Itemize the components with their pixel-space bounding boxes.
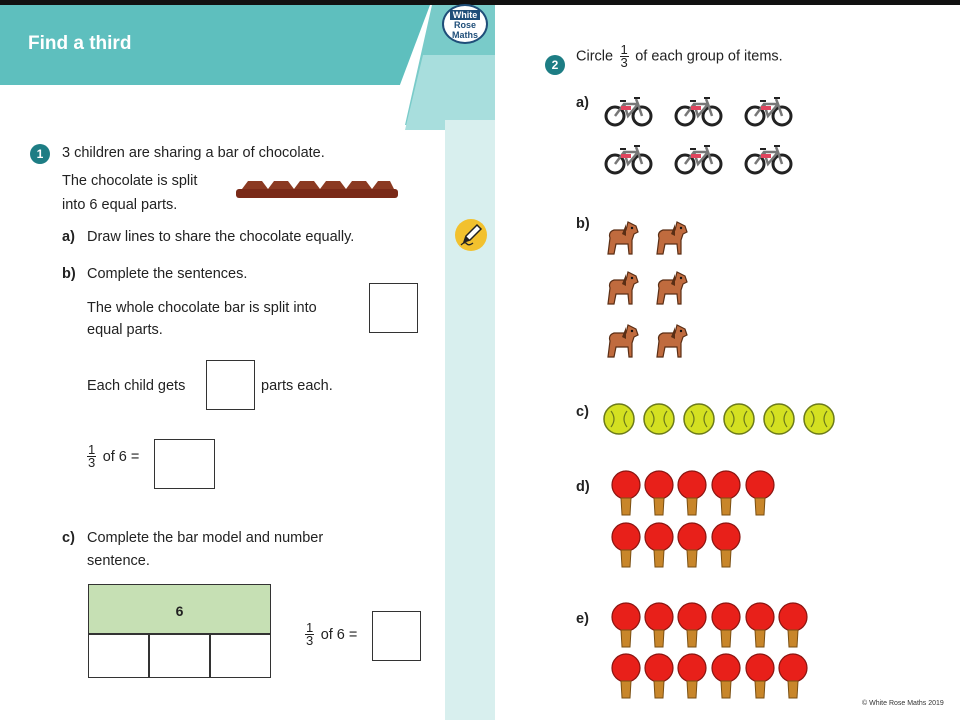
- table-tennis-bat-icon: [746, 603, 774, 647]
- table-tennis-bat-icon: [779, 603, 807, 647]
- tennis-ball-icon: [804, 404, 834, 434]
- table-tennis-bat-icon: [746, 471, 774, 515]
- q1c-text2: sentence.: [87, 553, 150, 569]
- question-2-badge: 2: [545, 55, 565, 75]
- q1b-sentence2-start: Each child gets: [87, 378, 186, 394]
- bicycle-icon: [676, 98, 721, 125]
- q1c-label: c): [62, 530, 75, 546]
- horse-icon: [608, 325, 638, 357]
- table-tennis-bat-icon: [712, 654, 740, 698]
- white-rose-logo: White Rose Maths: [442, 4, 488, 44]
- bicycle-icon: [606, 146, 651, 173]
- table-tennis-bat-icon: [612, 654, 640, 698]
- q1a-text: Draw lines to share the chocolate equally.: [87, 229, 355, 245]
- q1b-sentence1-start: The whole chocolate bar is split into: [87, 300, 317, 316]
- tennis-ball-icon: [684, 404, 714, 434]
- bar-model-total: 6: [175, 603, 184, 619]
- tennis-ball-icon: [604, 404, 634, 434]
- tennis-ball-icon: [644, 404, 674, 434]
- table-tennis-bat-icon: [645, 654, 673, 698]
- q2-instruction: Circle $\frac{1}{3}$ of each group of items.: [576, 42, 783, 70]
- q2e-label: e): [576, 611, 589, 627]
- q2b-label: b): [576, 216, 590, 232]
- bicycle-icon: [606, 98, 651, 125]
- table-tennis-bat-icon: [645, 471, 673, 515]
- table-tennis-bat-icon: [712, 523, 740, 567]
- fraction-one-third: $\frac{1}{3}$: [88, 442, 96, 470]
- page-title: Find a third: [28, 33, 132, 54]
- horse-icon: [657, 325, 687, 357]
- q1b-label: b): [62, 266, 76, 282]
- table-tennis-bat-icon: [746, 654, 774, 698]
- tennis-ball-icon: [724, 404, 754, 434]
- table-tennis-bat-icon: [779, 654, 807, 698]
- question-1-badge: 1: [30, 144, 50, 164]
- horse-icon: [657, 222, 687, 254]
- table-tennis-bat-icon: [678, 603, 706, 647]
- q2a-label: a): [576, 95, 589, 111]
- table-tennis-bat-icon: [678, 523, 706, 567]
- table-tennis-bat-icon: [712, 471, 740, 515]
- bicycle-icon: [746, 146, 791, 173]
- bicycle-icon: [746, 98, 791, 125]
- horse-icon: [608, 222, 638, 254]
- q1-intro: 3 children are sharing a bar of chocolate.: [62, 145, 325, 161]
- horse-icon: [657, 272, 687, 304]
- q1-line2: The chocolate is split: [62, 173, 198, 189]
- q1b-text: Complete the sentences.: [87, 266, 248, 282]
- horse-icon: [608, 272, 638, 304]
- table-tennis-bat-icon: [678, 471, 706, 515]
- table-tennis-bat-icon: [612, 471, 640, 515]
- table-tennis-bat-icon: [645, 523, 673, 567]
- tennis-ball-icon: [764, 404, 794, 434]
- bicycle-icon: [676, 146, 721, 173]
- table-tennis-bat-icon: [678, 654, 706, 698]
- fraction-one-third: $\frac{1}{3}$: [620, 42, 628, 70]
- q1c-text1: Complete the bar model and number: [87, 530, 324, 546]
- q1c-fraction-sentence: $\frac{1}{3}$ of 6 =: [306, 620, 358, 648]
- table-tennis-bat-icon: [712, 603, 740, 647]
- q1b-sentence1-end: equal parts.: [87, 322, 163, 338]
- q1a-label: a): [62, 229, 75, 245]
- q1-line3: into 6 equal parts.: [62, 197, 178, 213]
- q1b-fraction-sentence: $\frac{1}{3}$ of 6 =: [88, 442, 140, 470]
- q1b-sentence2-end: parts each.: [261, 378, 333, 394]
- copyright-notice: © White Rose Maths 2019: [862, 700, 944, 707]
- fraction-one-third: $\frac{1}{3}$: [306, 620, 314, 648]
- q2c-label: c): [576, 404, 589, 420]
- q2d-label: d): [576, 479, 590, 495]
- table-tennis-bat-icon: [612, 603, 640, 647]
- table-tennis-bat-icon: [612, 523, 640, 567]
- table-tennis-bat-icon: [645, 603, 673, 647]
